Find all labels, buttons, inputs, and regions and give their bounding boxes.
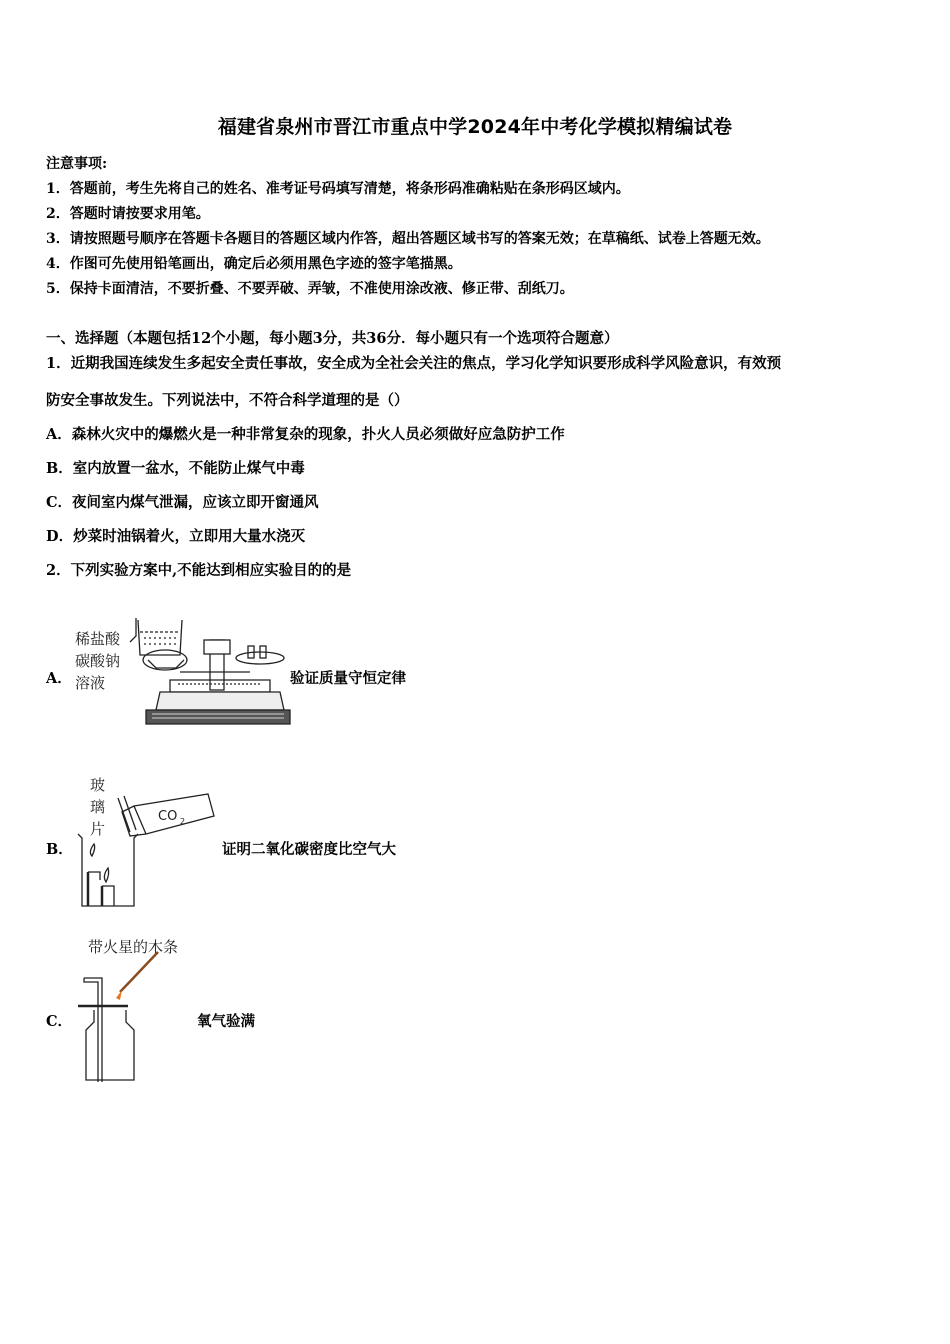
- label-glowing-splint: 带火星的木条: [88, 938, 179, 956]
- notice-heading: 注意事项:: [46, 156, 108, 172]
- label-co2-subscript: 2: [180, 817, 186, 826]
- q2-option-b-purpose: 证明二氧化碳密度比空气大: [222, 841, 396, 858]
- label-glass-1: 玻: [90, 776, 106, 794]
- beaker-candles-icon: [78, 834, 138, 906]
- flask-icon: [143, 650, 187, 670]
- notice-item: 3．请按照题号顺序在答题卡各题目的答题区域内作答，超出答题区域书写的答案无效；在草稿纸、试卷上答题无效。: [46, 231, 770, 247]
- q2-option-a-letter: A．: [46, 670, 72, 687]
- label-solution: 溶液: [75, 674, 106, 692]
- label-dilute-hcl: 稀盐酸: [75, 630, 121, 648]
- q1-option-a: A．森林火灾中的爆燃火是一种非常复杂的现象，扑火人员必须做好应急防护工作: [46, 426, 565, 443]
- q2-option-c-letter: C．: [46, 1013, 73, 1030]
- notice-item: 5．保持卡面清洁，不要折叠、不要弄破、弄皱，不准使用涂改液、修正带、刮纸刀。: [46, 281, 574, 297]
- page-title: 福建省泉州市晋江市重点中学2024年中考化学模拟精编试卷: [217, 116, 733, 138]
- notice-item: 1．答题前，考生先将自己的姓名、准考证号码填写清楚，将条形码准确粘贴在条形码区域内。: [46, 181, 630, 197]
- label-glass-3: 片: [90, 820, 106, 838]
- label-sodium-carbonate: 碳酸钠: [75, 652, 121, 670]
- wooden-splint-icon: [120, 952, 158, 992]
- section-heading: 一、选择题（本题包括12个小题，每小题3分，共36分．每小题只有一个选项符合题意）: [46, 330, 619, 347]
- oxygen-test-diagram: [76, 930, 206, 1090]
- notice-item: 2．答题时请按要求用笔。: [46, 206, 210, 222]
- label-glass-2: 璃: [90, 798, 106, 816]
- gas-bottle-icon: [78, 978, 134, 1082]
- balance-diagram: [70, 610, 290, 735]
- q2-option-c-purpose: 氧气验满: [197, 1013, 255, 1030]
- q2-option-a-purpose: 验证质量守恒定律: [290, 670, 406, 687]
- q1-option-d: D．炒菜时油锅着火，立即用大量水浇灭: [46, 528, 306, 545]
- ember-icon: [116, 990, 122, 1000]
- balance-icon: [146, 640, 290, 724]
- notice-item: 4．作图可先使用铅笔画出，确定后必须用黑色字迹的签字笔描黑。: [46, 256, 462, 272]
- co2-beaker-diagram: [72, 772, 222, 912]
- acid-beaker-icon: [130, 618, 182, 655]
- q1-option-b: B．室内放置一盆水，不能防止煤气中毒: [46, 460, 305, 477]
- question-1-stem-cont: 防安全事故发生。下列说法中，不符合科学道理的是（）: [46, 392, 409, 409]
- q2-option-b-letter: B．: [46, 841, 73, 858]
- question-1-stem: 1．近期我国连续发生多起安全责任事故，安全成为全社会关注的焦点，学习化学知识要形成科学风险意识，有效预: [46, 355, 782, 372]
- q1-option-c: C．夜间室内煤气泄漏，应该立即开窗通风: [46, 494, 319, 511]
- question-2-stem: 2．下列实验方案中,不能达到相应实验目的的是: [46, 562, 352, 579]
- label-co2: CO: [158, 809, 178, 824]
